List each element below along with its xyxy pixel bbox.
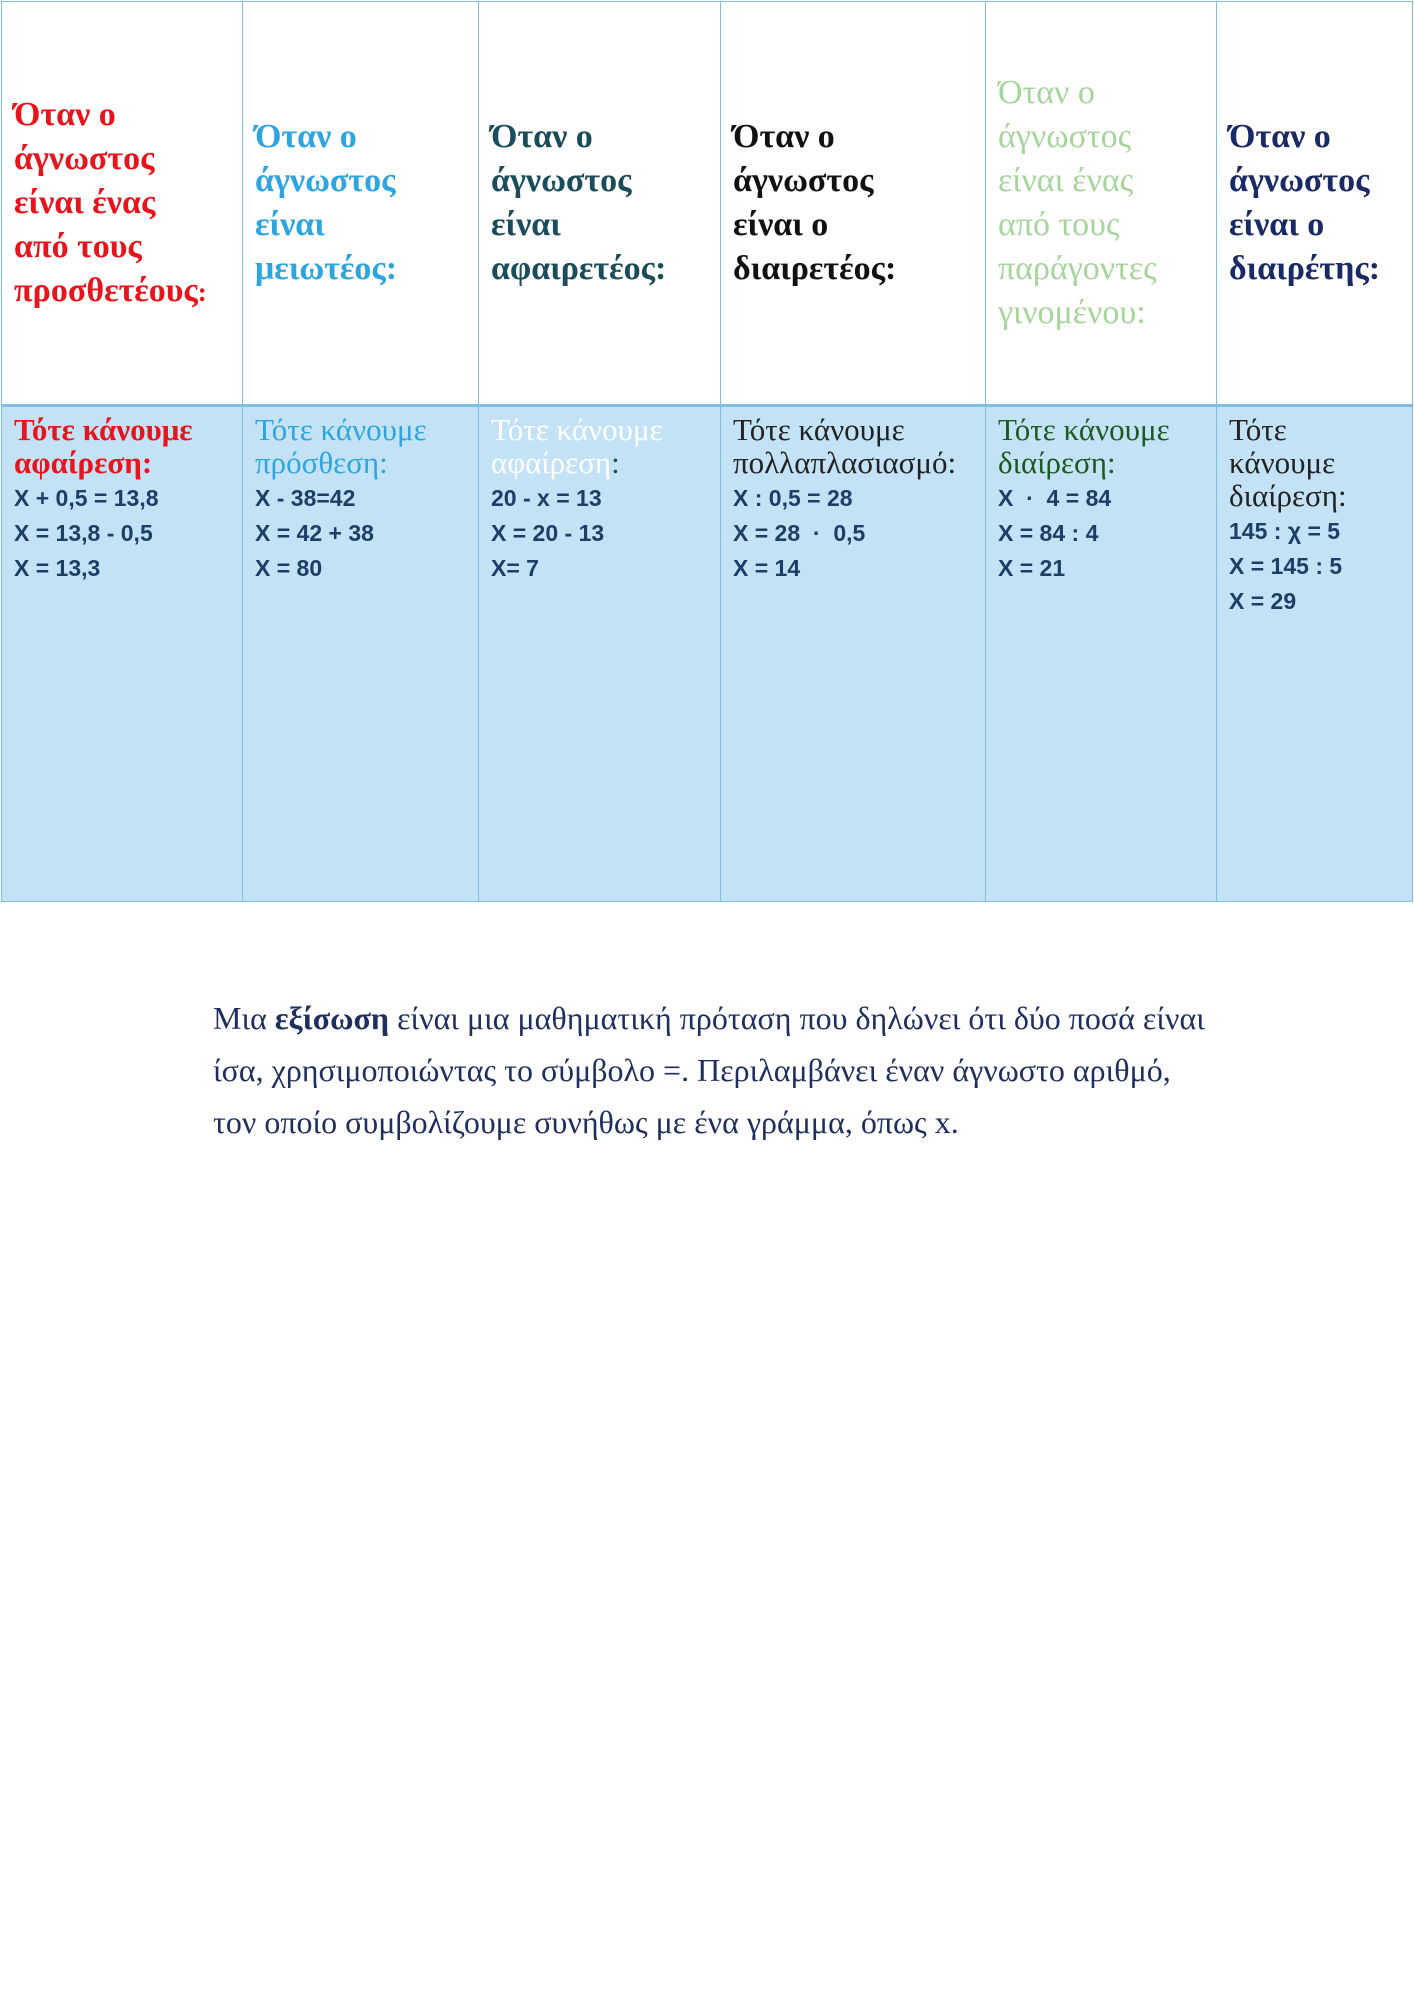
heading-line: προσθετέους [14, 271, 198, 309]
condition-cell-6 [1217, 2, 1413, 406]
rule-line: πολλαπλασιασμό: [733, 445, 957, 480]
equation-line: 145 : χ = 5 [1229, 518, 1341, 544]
equation-steps [998, 481, 1206, 586]
rule-line: διαίρεση: [998, 445, 1116, 480]
condition-heading [14, 93, 232, 314]
solution-cell-2 [243, 406, 479, 902]
equation-line: Χ = 21 [998, 555, 1066, 581]
equation-rules-table [1, 1, 1413, 902]
condition-heading [255, 115, 468, 291]
equation-line: Χ = 145 : 5 [1229, 553, 1343, 579]
definition-text-rest: είναι μια μαθηματική πρόταση που δηλώνει ότι δύο ποσά είναι ίσα, χρησιμοποιώντας το σύμβολο =. Περιλαμβάνει έναν άγνωστο αριθμό, τον οποίο συμβολίζουμε συνήθως με ένα γράμμα, όπως x. [213, 1000, 1205, 1140]
condition-cell-5 [986, 2, 1217, 406]
rule-text [998, 413, 1206, 479]
heading-line: από τους [14, 227, 142, 265]
heading-line: από τους [998, 206, 1120, 243]
solution-cell-4 [721, 406, 986, 902]
heading-line: άγνωστος [491, 162, 632, 199]
heading-line: άγνωστος [733, 162, 874, 199]
equation-steps [14, 481, 232, 586]
equation-line: Χ = 14 [733, 555, 801, 581]
heading-line: είναι [491, 206, 561, 243]
heading-line: άγνωστος [255, 162, 396, 199]
heading-line: είναι ο [1229, 206, 1325, 243]
equation-line: Χ = 42 + 38 [255, 520, 374, 546]
definition-keyword: εξίσωση [274, 1000, 390, 1036]
condition-heading [733, 115, 975, 291]
rule-line: Τότε κάνουμε [14, 412, 193, 447]
equation-line: Χ - 38=42 [255, 485, 356, 511]
heading-line: Όταν ο [491, 118, 593, 155]
definition-text-start: Μια [213, 1000, 275, 1036]
rule-line: αφαίρεση [491, 445, 612, 480]
equation-line: Χ = 84 : 4 [998, 520, 1099, 546]
equation-steps [1229, 514, 1402, 619]
heading-line: είναι ένας [14, 183, 156, 221]
condition-cell-1 [2, 2, 243, 406]
equation-line: Χ= 7 [491, 555, 539, 581]
heading-line: είναι ένας [998, 162, 1134, 199]
rule-text [491, 413, 710, 479]
rule-line: Τότε [1229, 412, 1287, 447]
heading-line: αφαιρετέος: [491, 250, 667, 287]
heading-colon: : [197, 276, 207, 307]
condition-row [2, 2, 1413, 406]
rule-line: Τότε κάνουμε [733, 412, 905, 447]
heading-line: άγνωστος [14, 139, 155, 177]
equation-steps [491, 481, 710, 586]
heading-line: Όταν ο [1229, 118, 1331, 155]
heading-line: άγνωστος [1229, 162, 1370, 199]
solution-row [2, 406, 1413, 902]
solution-cell-1 [2, 406, 243, 902]
equation-line: Χ = 29 [1229, 588, 1297, 614]
heading-line: άγνωστος [998, 118, 1132, 155]
rule-text [255, 413, 468, 479]
heading-line: είναι ο [733, 206, 829, 243]
rule-line: πρόσθεση: [255, 445, 388, 480]
heading-line: παράγοντες [998, 250, 1157, 287]
heading-line: γινομένου: [998, 294, 1146, 331]
rule-line: κάνουμε [1229, 445, 1336, 480]
solution-cell-3 [479, 406, 721, 902]
rule-line: Τότε κάνουμε [491, 412, 663, 447]
equation-definition-paragraph [213, 992, 1213, 1148]
rule-text [14, 413, 232, 479]
heading-line: Όταν ο [998, 74, 1095, 111]
heading-line: μειωτέος: [255, 250, 398, 287]
equation-line: Χ = 80 [255, 555, 323, 581]
rule-line: Τότε κάνουμε [998, 412, 1170, 447]
rule-colon: : [611, 445, 620, 480]
heading-line: Όταν ο [255, 118, 357, 155]
equation-line: Χ = 13,3 [14, 555, 101, 581]
condition-cell-3 [479, 2, 721, 406]
rule-line: Τότε κάνουμε [255, 412, 427, 447]
equation-line: Χ : 0,5 = 28 [733, 485, 853, 511]
equation-line: Χ = 28 · 0,5 [733, 520, 866, 546]
rule-line: αφαίρεση: [14, 445, 153, 480]
equation-line: Χ = 20 - 13 [491, 520, 605, 546]
heading-line: είναι [255, 206, 325, 243]
condition-cell-2 [243, 2, 479, 406]
condition-heading [1229, 115, 1402, 291]
heading-line: Όταν ο [14, 95, 116, 133]
condition-cell-4 [721, 2, 986, 406]
heading-line: Όταν ο [733, 118, 835, 155]
heading-line: διαιρετέος: [733, 250, 897, 287]
heading-line: διαιρέτης: [1229, 250, 1381, 287]
condition-heading [998, 71, 1206, 335]
equation-line: Χ = 13,8 - 0,5 [14, 520, 153, 546]
equation-steps [733, 481, 975, 586]
equation-steps [255, 481, 468, 586]
equation-line: Χ · 4 = 84 [998, 485, 1112, 511]
solution-cell-5 [986, 406, 1217, 902]
rule-line: διαίρεση: [1229, 478, 1347, 513]
equation-line: 20 - x = 13 [491, 485, 602, 511]
rule-text [733, 413, 975, 479]
rule-text [1229, 413, 1402, 512]
condition-heading [491, 115, 710, 291]
equation-line: Χ + 0,5 = 13,8 [14, 485, 159, 511]
solution-cell-6 [1217, 406, 1413, 902]
